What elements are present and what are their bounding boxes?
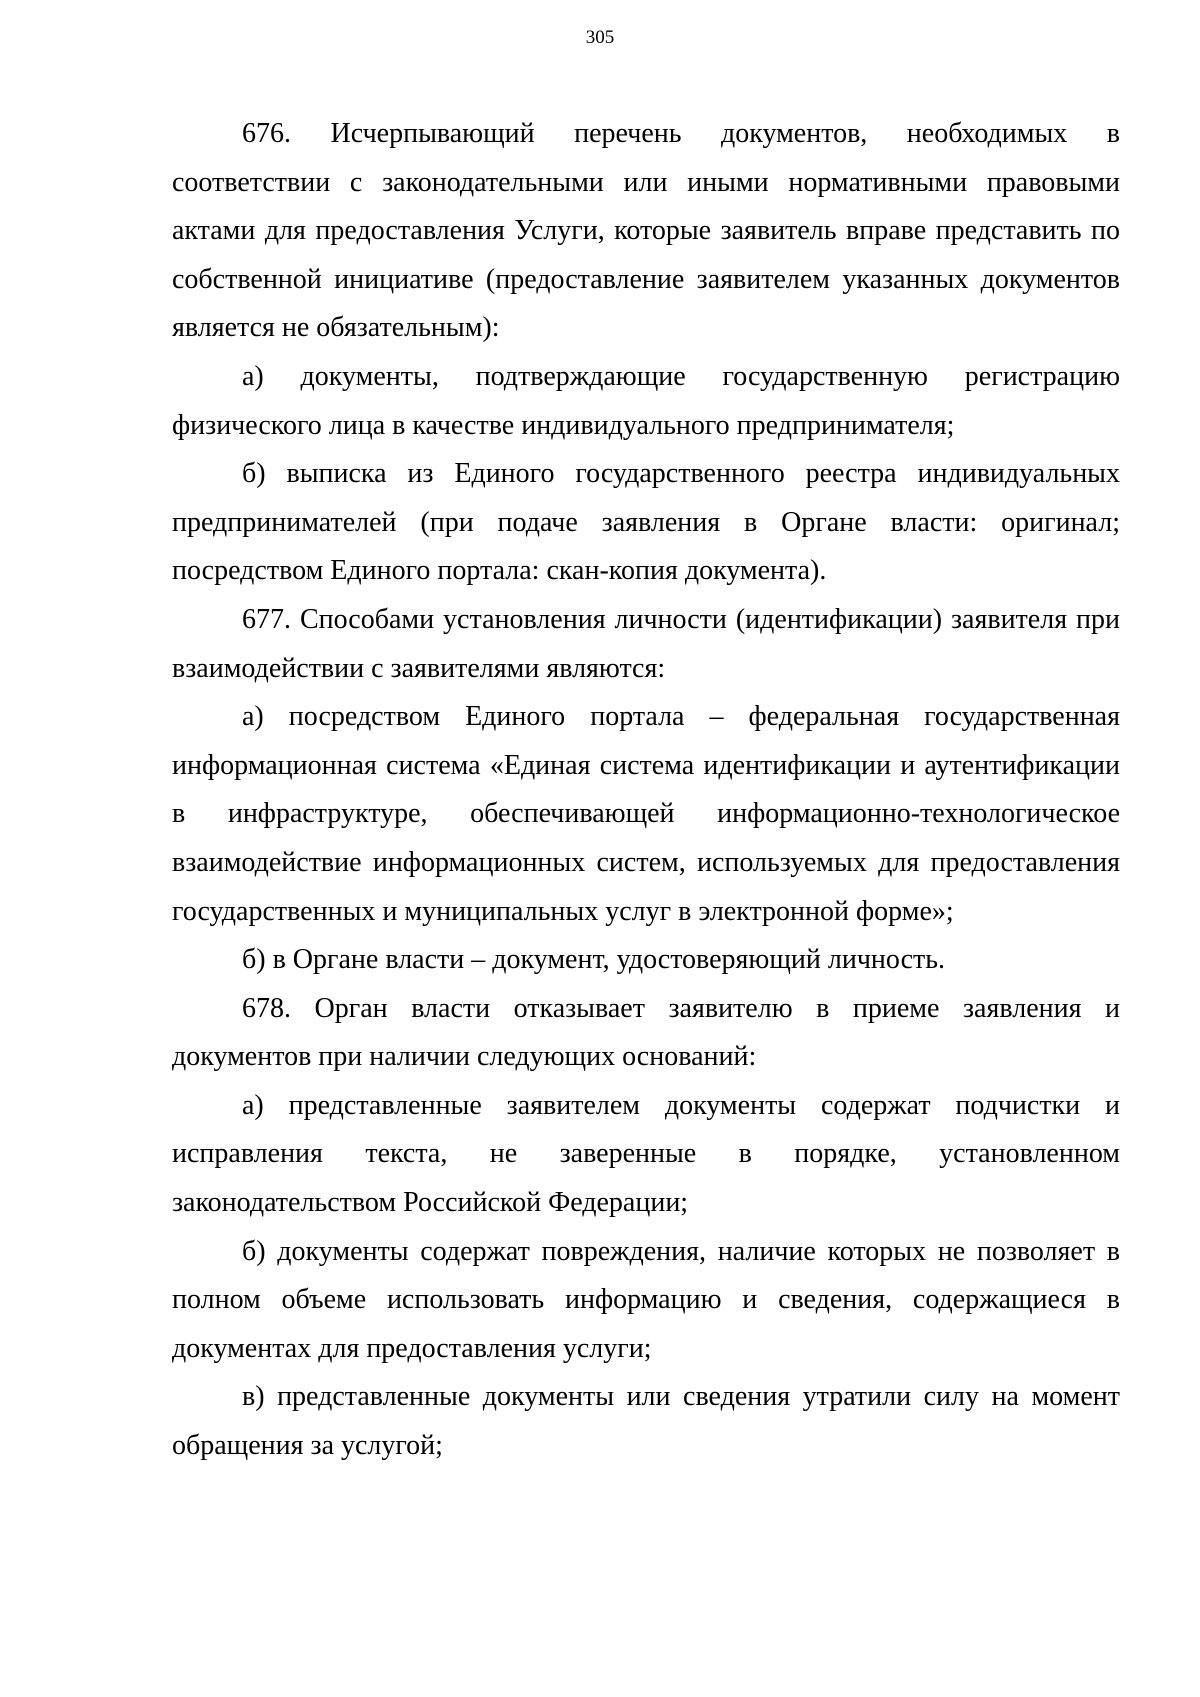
paragraph-678: 678. Орган власти отказывает заявителю в приеме заявления и документов при наличии следующих оснований: — [172, 992, 1120, 1073]
paragraph-676-a: а) документы, подтверждающие государственную регистрацию физического лица в качестве индивидуального предпринимателя; — [172, 360, 1120, 441]
paragraph-676: 676. Исчерпывающий перечень документов, необходимых в соответствии с законодательными или иными нормативными правовыми актами для предоставления Услуги, которые заявитель вправе представить по собственной инициативе (предоставление заявителем указанных документов является не обязательным): — [172, 118, 1120, 344]
page-number: 305 — [585, 27, 615, 48]
paragraph-677-b: б) в Органе власти – документ, удостоверяющий личность. — [242, 944, 946, 976]
paragraph-677-a: а) посредством Единого портала – федеральная государственная информационная система «Единая система идентификации и аутентификации в инфраструктуре, обеспечивающей информационно-технологическое взаимодействие информационных систем, используемых для предоставления государственных и муниципальных услуг в электронной форме»; — [172, 701, 1120, 927]
paragraph-678-b: б) документы содержат повреждения, наличие которых не позволяет в полном объеме использовать информацию и сведения, содержащиеся в документах для предоставления услуги; — [172, 1235, 1120, 1364]
paragraph-678-v: в) представленные документы или сведения утратили силу на момент обращения за услугой; — [172, 1381, 1120, 1462]
paragraph-677: 677. Способами установления личности (идентификации) заявителя при взаимодействии с заявителями являются: — [172, 603, 1120, 684]
paragraph-676-b: б) выписка из Единого государственного реестра индивидуальных предпринимателей (при подаче заявления в Органе власти: оригинал; посредством Единого портала: скан-копия документа). — [172, 458, 1120, 587]
paragraph-678-a: а) представленные заявителем документы содержат подчистки и исправления текста, не заверенные в порядке, установленном законодательством Российской Федерации; — [172, 1089, 1120, 1219]
document-body — [172, 110, 1120, 1471]
